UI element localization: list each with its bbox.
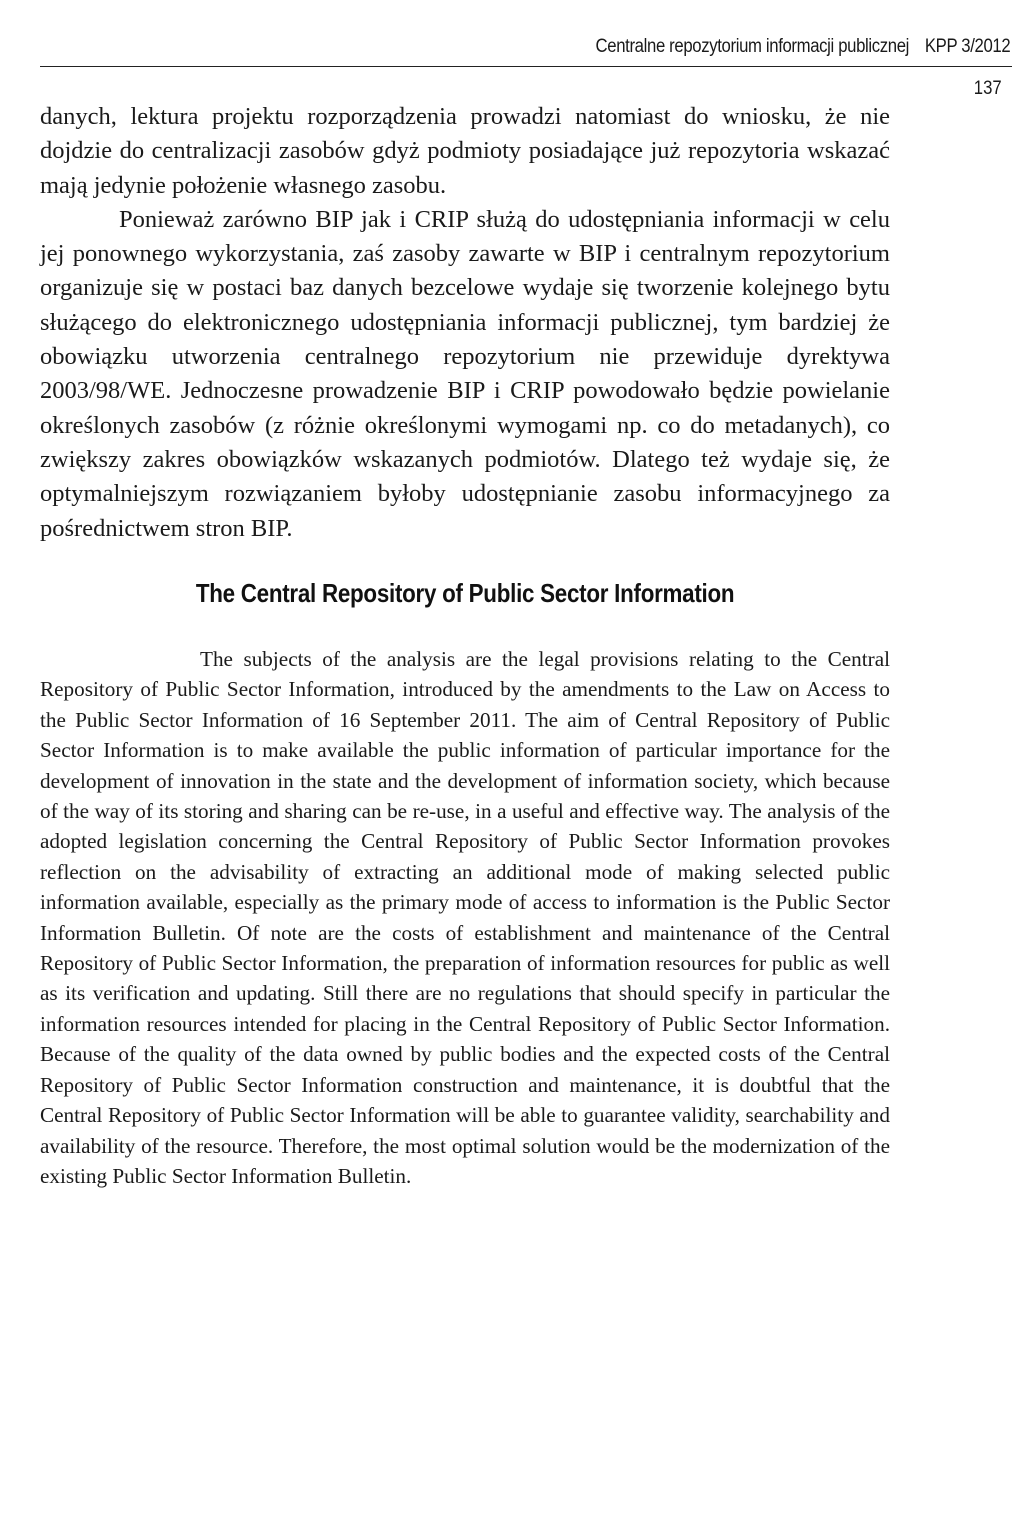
body-paragraph-1: danych, lektura projektu rozporządzenia prowadzi natomiast do wniosku, że nie dojdzie do centralizacji zasobów gdyż podmioty posiadające już repozytoria wskazać mają jedynie położenie własnego zasobu. — [40, 103, 890, 199]
page-number: 137 — [974, 78, 1002, 99]
running-title: Centralne repozytorium informacji publicznej — [595, 36, 909, 57]
english-abstract — [40, 644, 890, 1191]
running-header — [595, 36, 1010, 58]
body-paragraph-2: Ponieważ zarówno BIP jak i CRIP służą do udostępniania informacji w celu jej ponownego wykorzystania, zaś zasoby zawarte w BIP i centralnym repozytorium organizuje się w postaci baz danych bezcelowe wydaje się tworzenie kolejnego bytu służącego do elektronicznego udostępniania informacji publicznej, tym bardziej że obowiązku utworzenia centralnego repozytorium nie przewiduje dyrektywa 2003/98/WE. Jednoczesne prowadzenie BIP i CRIP powodowało będzie powielanie określonych zasobów (z różnie określonymi wymogami np. co do metadanych), co zwiększy zakres obowiązków wskazanych podmiotów. Dlatego też wydaje się, że optymalniejszym rozwiązaniem byłoby udostępnianie zasobu informacyjnego za pośrednictwem stron BIP. — [40, 205, 890, 542]
abstract-paragraph: The subjects of the analysis are the legal provisions relating to the Central Repository of Public Sector Information, introduced by the amendments to the Law on Access to the Public Sector Information of 16 September 2011. The aim of Central Repository of Public Sector Information is to make available the public information of particular importance for the development of innovation in the state and the development of information society, which because of the way of its storing and sharing can be re-use, in a useful and effective way. The analysis of the adopted legislation concerning the Central Repository of Public Sector Information provokes reflection on the advisability of extracting an additional mode of making selected public information available, especially as the primary mode of access to information is the Public Sector Information Bulletin. Of note are the costs of establishment and maintenance of the Central Repository of Public Sector Information, the preparation of information resources for public as well as its verification and updating. Still there are no regulations that should specify in particular the information resources intended for placing in the Central Repository of Public Sector Information. Because of the quality of the data owned by public bodies and the expected costs of the Central Repository of Public Sector Information construction and maintenance, it is doubtful that the Central Repository of Public Sector Information will be able to guarantee validity, searchability and availability of the resource. Therefore, the most optimal solution would be the modernization of the existing Public Sector Information Bulletin. — [40, 647, 890, 1188]
journal-issue: KPP 3/2012 — [924, 36, 1010, 57]
header-rule — [40, 66, 1012, 67]
abstract-title-text: The Central Repository of Public Sector Information — [195, 578, 735, 608]
polish-body-text — [40, 100, 890, 546]
abstract-title — [40, 578, 890, 609]
